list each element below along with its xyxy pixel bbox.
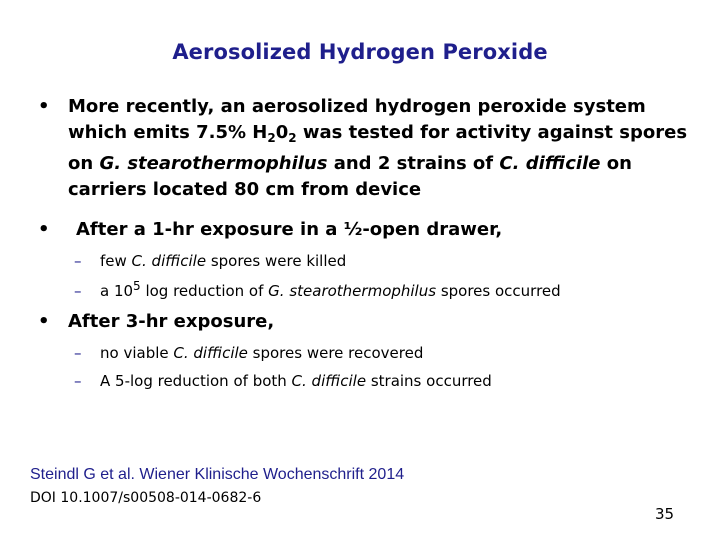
sub-dash: – bbox=[74, 344, 82, 362]
organism-name: C. difficile bbox=[291, 372, 367, 390]
sub-dash: – bbox=[74, 372, 82, 390]
sub-bullet-5log-reduction: – A 5-log reduction of both C. difficile strains occurred bbox=[74, 372, 492, 390]
page-number: 35 bbox=[655, 505, 675, 523]
organism-name: C. difficile bbox=[131, 252, 207, 270]
organism-name: G. stearothermophilus bbox=[99, 153, 328, 174]
sub-dash: – bbox=[74, 282, 82, 300]
organism-name: C. difficile bbox=[499, 153, 601, 174]
sub-dash: – bbox=[74, 252, 82, 270]
slide-title: Aerosolized Hydrogen Peroxide bbox=[172, 40, 548, 64]
citation: Steindl G et al. Wiener Klinische Wochenschrift 2014 bbox=[30, 466, 405, 483]
bullet-text: After a 1-hr exposure in a ½-open drawer, bbox=[76, 219, 503, 240]
organism-name: G. stearothermophilus bbox=[268, 282, 437, 300]
sub-bullet-none-recovered: – no viable C. difficile spores were recovered bbox=[74, 344, 424, 362]
bullet-text: More recently, an aerosolized hydrogen peroxide system which emits 7.5% $H_20_2$ was tested for activity against spores on G. stearothermophilus and 2 strains of C. difficile on carriers located 80 cm from device bbox=[68, 96, 688, 200]
organism-name: C. difficile bbox=[173, 344, 248, 362]
doi-reference: DOI 10.1007/s00508-014-0682-6 bbox=[30, 490, 262, 506]
bullet-dot: • bbox=[38, 311, 50, 332]
bullet-dot: • bbox=[38, 219, 50, 240]
sub-bullet-few-killed: – few C. difficile spores were killed bbox=[74, 252, 347, 270]
bullet-text: After 3-hr exposure, bbox=[68, 311, 275, 332]
sub-bullet-log-reduction: – a $10^5$ log reduction of G. stearothermophilus spores occurred bbox=[74, 279, 561, 300]
bullet-dot: • bbox=[38, 96, 50, 117]
